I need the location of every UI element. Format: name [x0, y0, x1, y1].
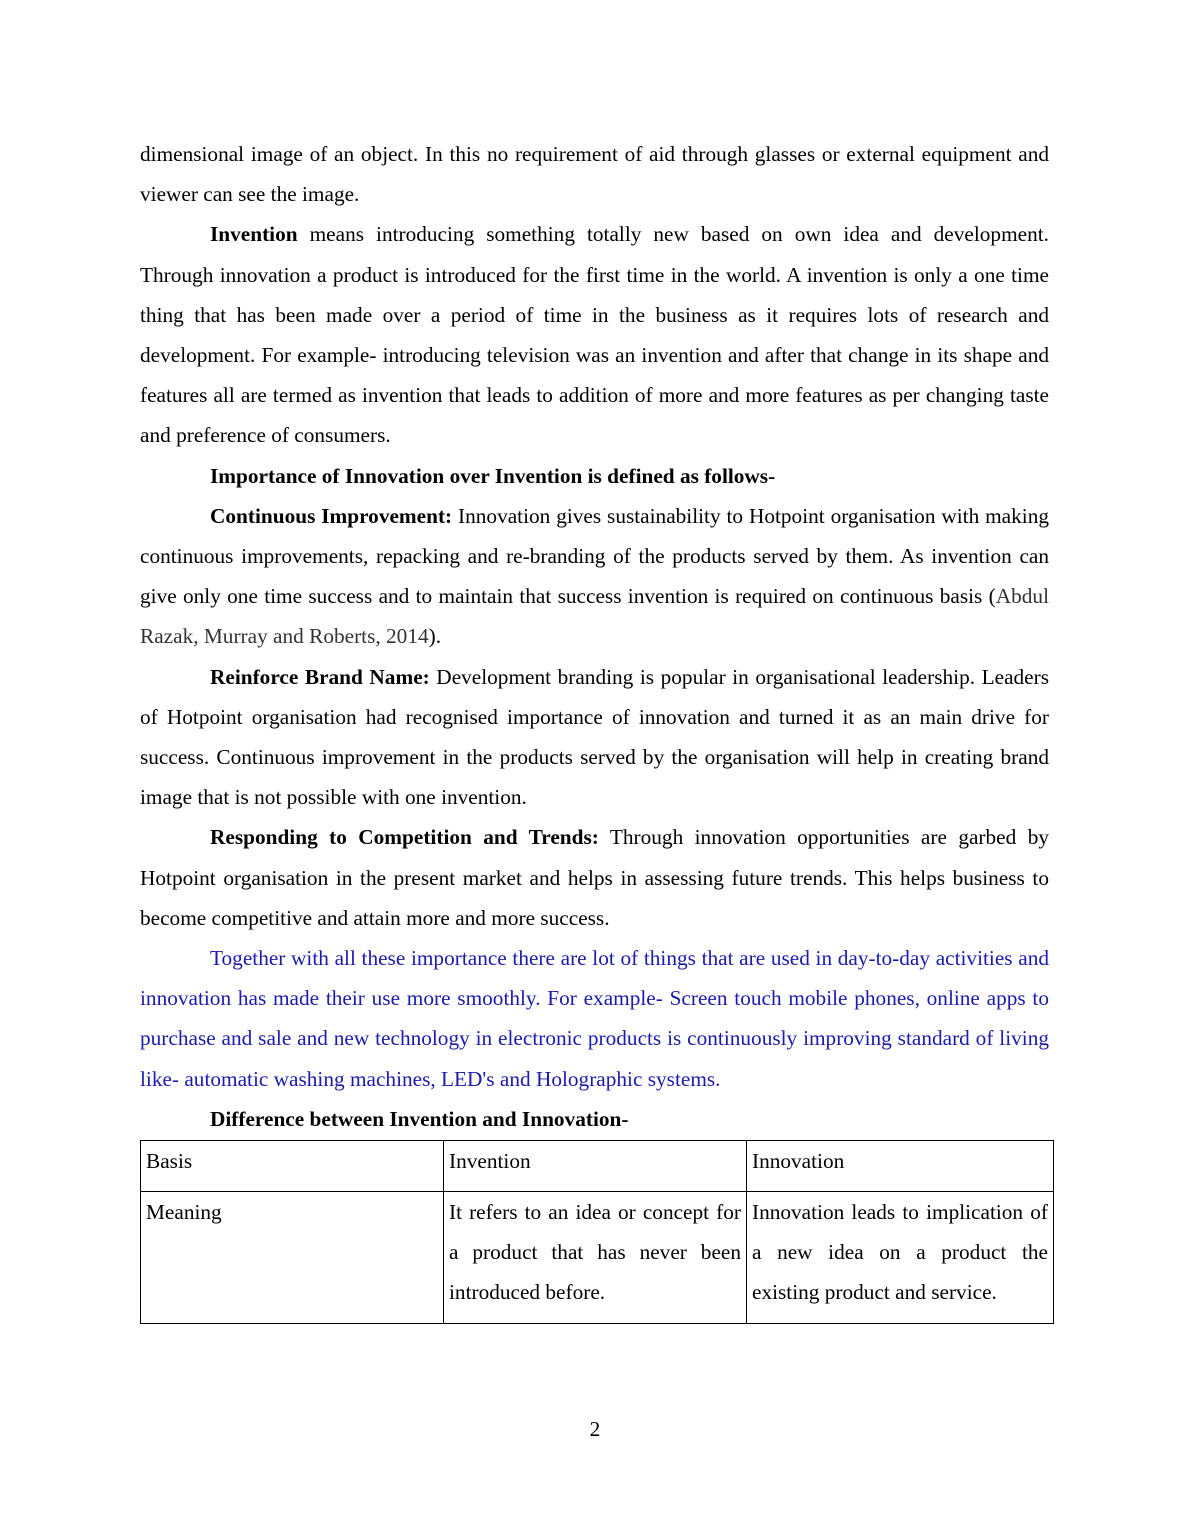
table-header-cell: Basis [141, 1141, 444, 1192]
paragraph-invention-text: means introducing something totally new based on own idea and development. Through innovation a product is introduced for the first time in the world. A invention is only a one time thing that has been made over a period of time in the business as it requires lots of research and development. For example- introducing television was an invention and after that change in its shape and features all are termed as invention that leads to addition of more and more features as per changing taste and preference of consumers. [140, 222, 1049, 448]
paragraph-invention [140, 214, 1049, 455]
paragraph-brand-name-text: Development branding is popular in organisational leadership. Leaders of Hotpoint organisation had recognised importance of innovation and turned it as an main drive for success. Continuous improvement in the products served by the organisation will help in creating brand image that is not possible with one invention. [140, 664, 1050, 810]
paragraph-competition [140, 817, 1049, 938]
table-header-cell: Innovation [747, 1141, 1054, 1192]
term-continuous-improvement: Continuous Improvement: [210, 503, 453, 528]
citation: Abdul Razak, Murray and Roberts, 2014 [140, 584, 1049, 649]
paragraph-brand-name [140, 657, 1049, 818]
table-row [141, 1192, 1054, 1324]
table-header-cell: Invention [444, 1141, 747, 1192]
heading-difference: Difference between Invention and Innovation- [210, 1106, 629, 1131]
comparison-table [140, 1140, 1054, 1324]
term-invention: Invention [210, 222, 298, 247]
table-cell: Meaning [141, 1192, 444, 1324]
paragraph-everyday-examples: Together with all these importance there are lot of things that are used in day-to-day activities and innovation has made their use more smoothly. For example- Screen touch mobile phones, online apps to purchase and sale and new technology in electronic products is continuously improving standard of living like- automatic washing machines, LED's and Holographic systems. [140, 946, 1049, 1091]
paragraph-continuous-improvement-text: Innovation gives sustainability to Hotpoint organisation with making continuous improvements, repacking and re-branding of the products served by them. As invention can give only one time success and to maintain that success invention is required on continuous basis ( [140, 503, 1049, 609]
citation-close: ). [428, 624, 442, 649]
paragraph-continuous-improvement [140, 496, 1049, 657]
table-cell: It refers to an idea or concept for a product that has never been introduced before. [444, 1192, 747, 1324]
table-cell: Innovation leads to implication of a new idea on a product the existing product and service. [747, 1192, 1054, 1324]
document-body [140, 134, 1049, 1324]
heading-importance: Importance of Innovation over Invention is defined as follows- [210, 463, 776, 488]
paragraph-continuation: dimensional image of an object. In this no requirement of aid through glasses or external equipment and viewer can see the image. [140, 142, 1049, 207]
table-header-row [141, 1141, 1054, 1192]
paragraph-competition-text: Through innovation opportunities are garbed by Hotpoint organisation in the present market and helps in assessing future trends. This helps business to become competitive and attain more and more success. [140, 825, 1049, 930]
term-brand-name: Reinforce Brand Name: [210, 664, 430, 689]
term-competition: Responding to Competition and Trends: [210, 825, 599, 850]
page-number: 2 [589, 1417, 601, 1441]
